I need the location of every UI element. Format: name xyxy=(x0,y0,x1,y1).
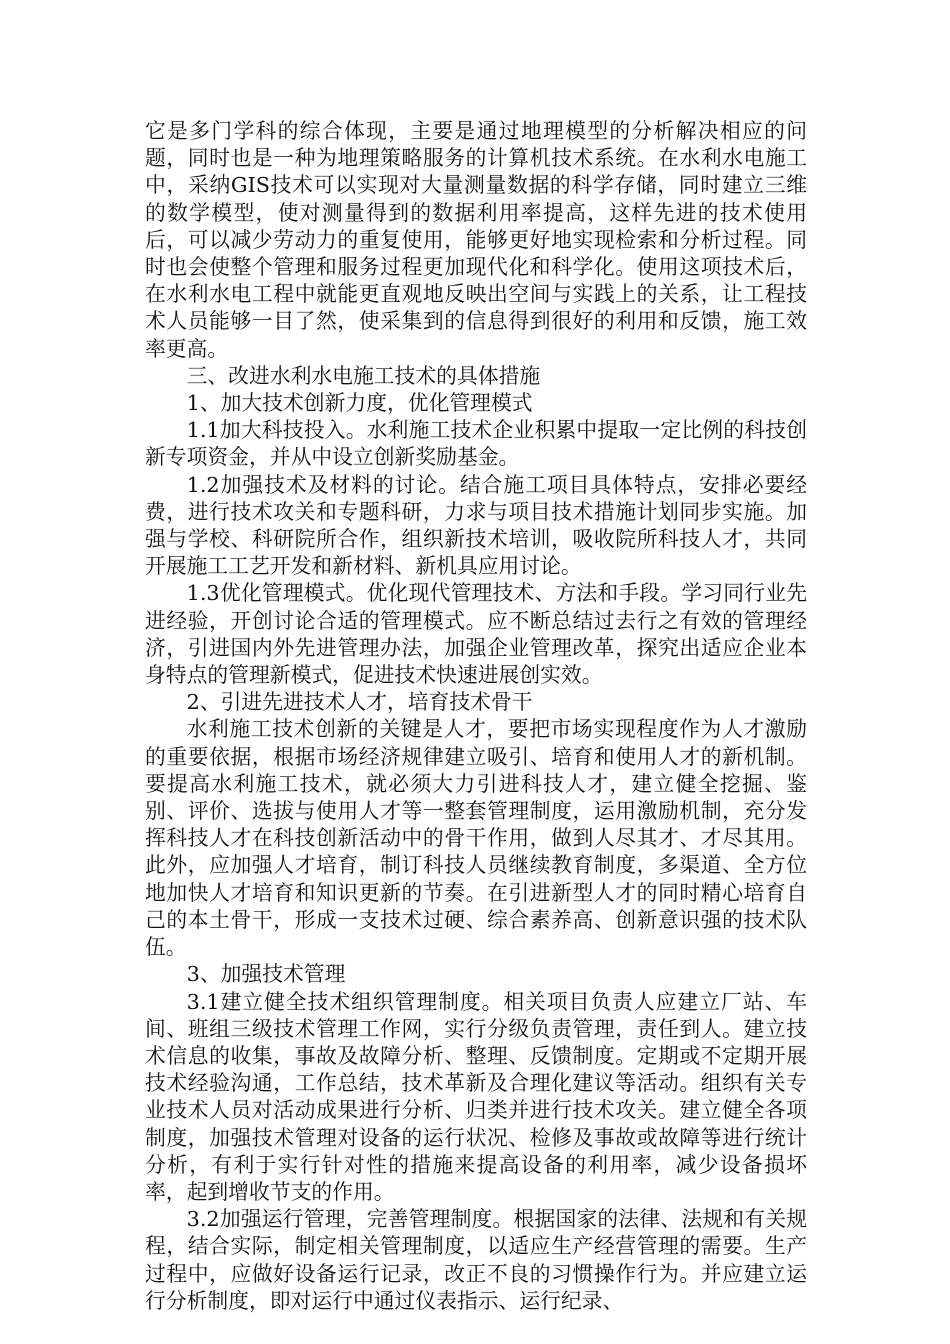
body-paragraph: 水利施工技术创新的关键是人才，要把市场实现程度作为人才激励的重要依据，根据市场经济规律建立吸引、培育和使用人才的新机制。要提高水利施工技术，就必须大力引进科技人才，建立健全挖掘、鉴别、评价、选拔与使用人才等一整套管理制度，运用激励机制，充分发挥科技人才在科技创新活动中的骨干作用，做到人尽其才、才尽其用。此外，应加强人才培育，制订科技人员继续教育制度，多渠道、全方位地加快人才培育和知识更新的节奏。在引进新型人才的同时精心培育自己的本土骨干，形成一支技术过硬、综合素养高、创新意识强的技术队伍。 xyxy=(145,717,807,960)
body-paragraph: 1.2加强技术及材料的讨论。结合施工项目具体特点，安排必要经费，进行技术攻关和专题科研，力求与项目技术措施计划同步实施。加强与学校、科研院所合作，组织新技术培训，吸收院所科技人才，共同开展施工工艺开发和新材料、新机具应用讨论。 xyxy=(145,472,807,579)
subsection-heading: 2、引进先进技术人才，培育技术骨干 xyxy=(186,690,533,715)
body-paragraph: 它是多门学科的综合体现，主要是通过地理模型的分析解决相应的问题，同时也是一种为地理策略服务的计算机技术系统。在水利水电施工中，采纳GIS技术可以实现对大量测量数据的科学存储，同时建立三维的数学模型，使对测量得到的数据利用率提高，这样先进的技术使用后，可以减少劳动力的重复使用，能够更好地实现检索和分析过程。同时也会使整个管理和服务过程更加现代化和科学化。使用这项技术后，在水利水电工程中就能更直观地反映出空间与实践上的关系，让工程技术人员能够一目了然，使采集到的信息得到很好的利用和反馈，施工效率更高。 xyxy=(145,119,807,361)
subsection-heading: 3、加强技术管理 xyxy=(186,962,346,987)
body-paragraph: 1.1加大科技投入。水利施工技术企业积累中提取一定比例的科技创新专项资金，并从中设立创新奖励基金。 xyxy=(145,418,807,470)
section-heading: 三、改进水利水电施工技术的具体措施 xyxy=(186,363,541,388)
body-paragraph: 3.2加强运行管理，完善管理制度。根据国家的法律、法规和有关规程，结合实际，制定相关管理制度，以适应生产经营管理的需要。生产过程中，应做好设备运行记录，改正不良的习惯操作行为。并应建立运行分析制度，即对运行中通过仪表指示、运行纪录、 xyxy=(145,1207,807,1313)
document-page xyxy=(145,118,807,1315)
subsection-heading: 1、加大技术创新力度，优化管理模式 xyxy=(186,391,533,416)
body-paragraph: 3.1建立健全技术组织管理制度。相关项目负责人应建立厂站、车间、班组三级技术管理工作网，实行分级负责管理，责任到人。建立技术信息的收集，事故及故障分析、整理、反馈制度。定期或不定期开展技术经验沟通，工作总结，技术革新及合理化建议等活动。组织有关专业技术人员对活动成果进行分析、归类并进行技术攻关。建立健全各项制度，加强技术管理对设备的运行状况、检修及事故或故障等进行统计分析，有利于实行针对性的措施来提高设备的利用率，减少设备损坏率，起到增收节支的作用。 xyxy=(145,989,807,1204)
body-paragraph: 1.3优化管理模式。优化现代管理技术、方法和手段。学习同行业先进经验，开创讨论合适的管理模式。应不断总结过去行之有效的管理经济，引进国内外先进管理办法，加强企业管理改革，探究出适应企业本身特点的管理新模式，促进技术快速进展创实效。 xyxy=(145,581,807,688)
